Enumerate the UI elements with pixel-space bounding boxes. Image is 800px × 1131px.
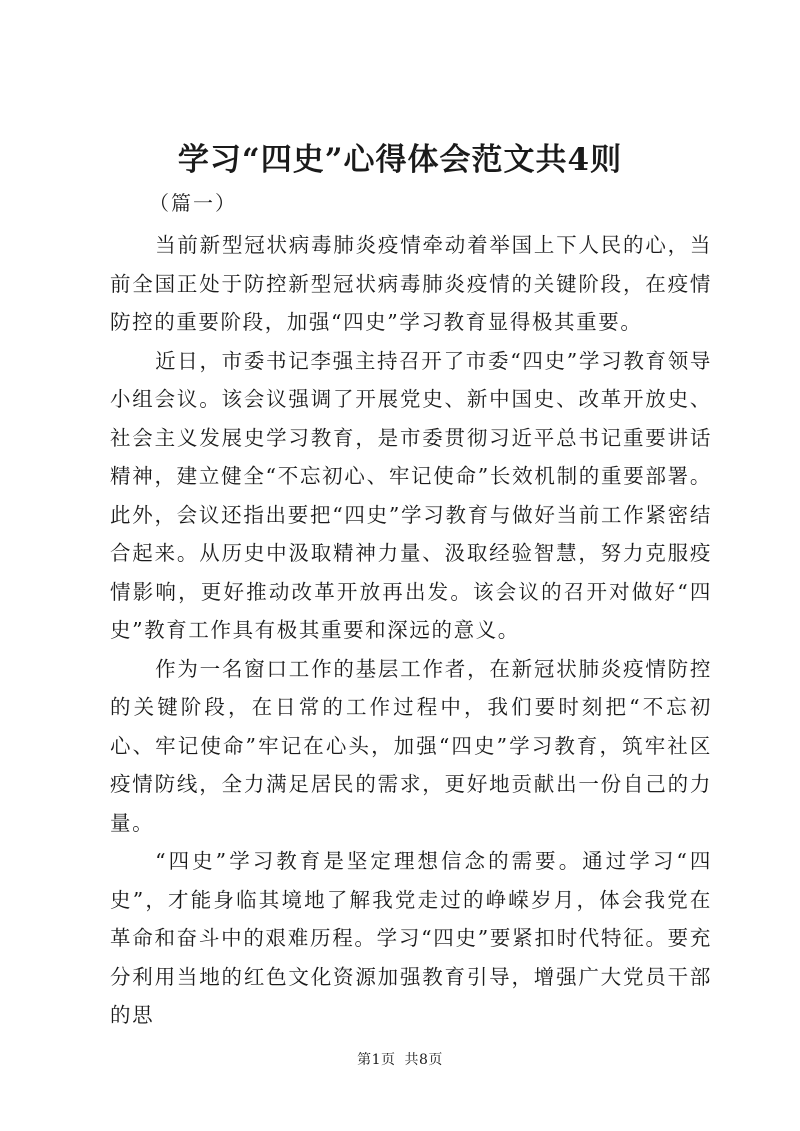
page-footer — [0, 1050, 800, 1070]
paragraph: 近日，市委书记李强主持召开了市委“四史”学习教育领导小组会议。该会议强调了开展党史、新中国史、改革开放史、社会主义发展史学习教育，是市委贯彻习近平总书记重要讲话精神，建立健全“不忘初心、牢记使命”长效机制的重要部署。此外，会议还指出要把“四史”学习教育与做好当前工作紧密结合起来。从历史中汲取精神力量、汲取经验智慧，努力克服疫情影响，更好推动改革开放再出发。该会议的召开对做好“四史”教育工作具有极其重要和深远的意义。 — [110, 348, 712, 642]
document-body — [110, 226, 712, 1035]
paragraph: 当前新型冠状病毒肺炎疫情牵动着举国上下人民的心，当前全国正处于防控新型冠状病毒肺炎疫情的关键阶段，在疫情防控的重要阶段，加强“四史”学习教育显得极其重要。 — [110, 233, 712, 334]
page-number: 第1页 — [357, 1052, 396, 1068]
page-total: 共8页 — [404, 1052, 443, 1068]
document-title: 学习“四史”心得体会范文共4则 — [177, 142, 623, 178]
paragraph: 作为一名窗口工作的基层工作者，在新冠状肺炎疫情防控的关键阶段，在日常的工作过程中，我们要时刻把“不忘初心、牢记使命”牢记在心头，加强“四史”学习教育，筑牢社区疫情防线，全力满足居民的需求，更好地贡献出一份自己的力量。 — [110, 656, 712, 835]
paragraph: “四史”学习教育是坚定理想信念的需要。通过学习“四史”，才能身临其境地了解我党走过的峥嵘岁月，体会我党在革命和奋斗中的艰难历程。学习“四史”要紧扣时代特征。要充分利用当地的红色文化资源加强教育引导，增强广大党员干部的思 — [110, 849, 712, 1027]
section-subheading: （篇一） — [149, 191, 237, 215]
